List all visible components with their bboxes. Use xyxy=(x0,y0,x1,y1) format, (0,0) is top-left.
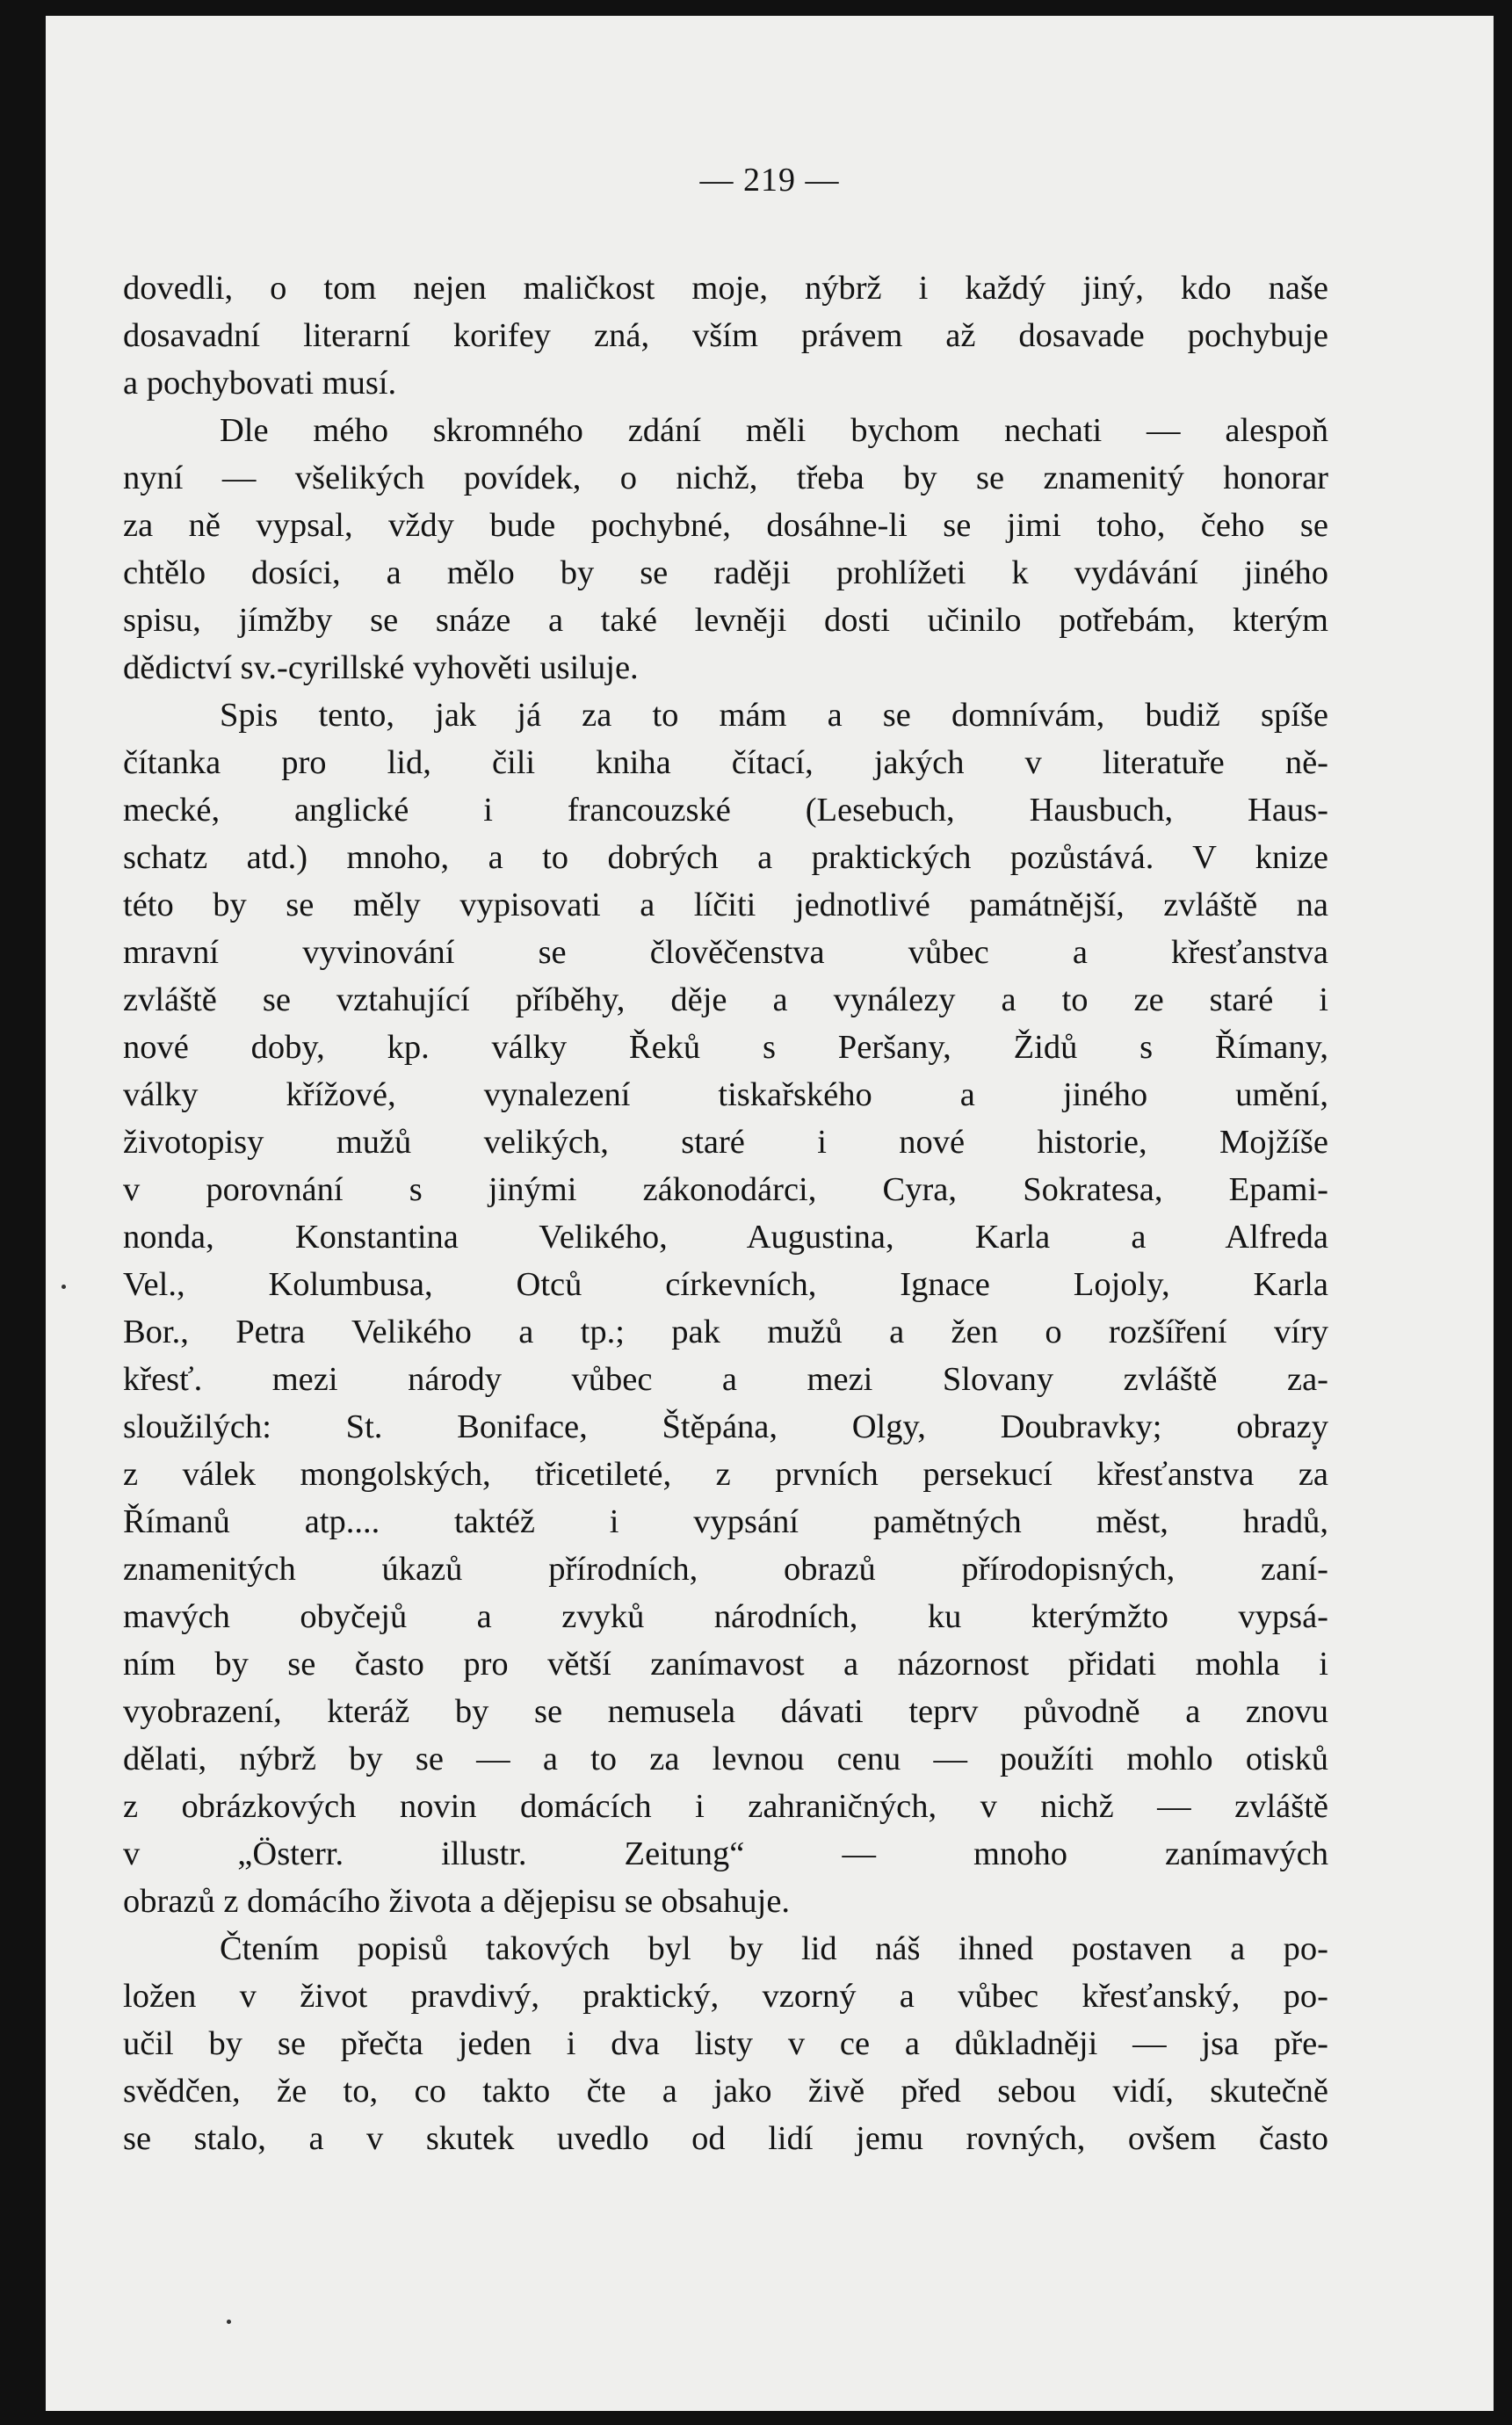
text-line: zvláště se vztahující příběhy, děje a vynálezy a to ze staré i xyxy=(123,981,1328,1018)
text-line: Vel., Kolumbusa, Otců církevních, Ignace Lojoly, Karla xyxy=(123,1266,1328,1303)
text-line: této by se měly vypisovati a líčiti jednotlivé památnější, zvláště na xyxy=(123,887,1328,923)
text-line: vyobrazení, kteráž by se nemusela dávati teprv původně a znovu xyxy=(123,1693,1328,1730)
text-line: nyní — všelikých povídek, o nichž, třeba by se znamenitý honorar xyxy=(123,460,1328,496)
text-line: sloužilých: St. Boniface, Štěpána, Olgy, Doubravky; obrazy xyxy=(123,1408,1328,1445)
text-line: a pochybovati musí. xyxy=(123,365,397,402)
text-line: životopisy mužů velikých, staré i nové historie, Mojžíše xyxy=(123,1124,1328,1161)
text-line: učil by se přečta jeden i dva listy v ce a důkladněji — jsa pře- xyxy=(123,2025,1328,2062)
body-text xyxy=(123,264,1328,2162)
text-line: v „Österr. illustr. Zeitung“ — mnoho zanímavých xyxy=(123,1835,1328,1872)
text-line: dosavadní literarní korifey zná, vším právem až dosavade pochybuje xyxy=(123,317,1328,354)
text-line: svědčen, že to, co takto čte a jako živě před sebou vidí, skutečně xyxy=(123,2073,1328,2110)
text-line: Dle mého skromného zdání měli bychom nechati — alespoň xyxy=(220,412,1328,449)
text-line: v porovnání s jinými zákonodárci, Cyra, Sokratesa, Epami- xyxy=(123,1171,1328,1208)
scan-speck xyxy=(61,1285,66,1289)
text-line: Spis tento, jak já za to mám a se domnívám, budiž spíše xyxy=(220,697,1328,734)
text-line: z válek mongolských, třicetileté, z prvních persekucí křesťanstva za xyxy=(123,1456,1328,1493)
text-line: Bor., Petra Velikého a tp.; pak mužů a žen o rozšíření víry xyxy=(123,1314,1328,1350)
text-line: spisu, jímžby se snáze a také levněji dosti učinilo potřebám, kterým xyxy=(123,602,1328,639)
text-line: mravní vyvinování se člověčenstva vůbec a křesťanstva xyxy=(123,934,1328,971)
text-line: schatz atd.) mnoho, a to dobrých a praktických pozůstává. V knize xyxy=(123,839,1328,876)
text-line: války křížové, vynalezení tiskařského a jiného umění, xyxy=(123,1076,1328,1113)
scan-speck xyxy=(227,2320,231,2324)
text-line: z obrázkových novin domácích i zahraničných, v nichž — zvláště xyxy=(123,1788,1328,1825)
text-line: Římanů atp.... taktéž i vypsání pamětných měst, hradů, xyxy=(123,1503,1328,1540)
text-line: křesť. mezi národy vůbec a mezi Slovany zvláště za- xyxy=(123,1361,1328,1398)
text-line: dědictví sv.-cyrillské vyhověti usiluje. xyxy=(123,649,639,686)
text-line: nonda, Konstantina Velikého, Augustina, Karla a Alfreda xyxy=(123,1219,1328,1256)
text-line: mavých obyčejů a zvyků národních, ku kterýmžto vypsá- xyxy=(123,1598,1328,1635)
book-page xyxy=(46,16,1494,2411)
text-line: obrazů z domácího života a dějepisu se obsahuje. xyxy=(123,1883,791,1920)
text-line: ložen v život pravdivý, praktický, vzorný a vůbec křesťanský, po- xyxy=(123,1978,1328,2015)
text-line: dělati, nýbrž by se — a to za levnou cenu — použíti mohlo otisků xyxy=(123,1741,1328,1777)
text-line: ním by se často pro větší zanímavost a názornost přidati mohla i xyxy=(123,1646,1328,1683)
text-line: za ně vypsal, vždy bude pochybné, dosáhne-li se jimi toho, čeho se xyxy=(123,507,1328,544)
text-line: znamenitých úkazů přírodních, obrazů přírodopisných, zaní- xyxy=(123,1551,1328,1588)
page-number: — 219 — xyxy=(699,162,840,199)
text-line: chtělo dosíci, a mělo by se raději prohlížeti k vydávání jiného xyxy=(123,554,1328,591)
text-line: nové doby, kp. války Řeků s Peršany, Židů s Římany, xyxy=(123,1029,1328,1066)
text-line: dovedli, o tom nejen maličkost moje, nýbrž i každý jiný, kdo naše xyxy=(123,270,1328,307)
text-line: Čtením popisů takových byl by lid náš ihned postaven a po- xyxy=(220,1930,1328,1967)
text-line: mecké, anglické i francouzské (Lesebuch, Hausbuch, Haus- xyxy=(123,792,1328,829)
text-line: čítanka pro lid, čili kniha čítací, jakých v literatuře ně- xyxy=(123,744,1328,781)
text-line: se stalo, a v skutek uvedlo od lidí jemu rovných, ovšem často xyxy=(123,2120,1328,2157)
scan-speck xyxy=(1313,1445,1317,1450)
